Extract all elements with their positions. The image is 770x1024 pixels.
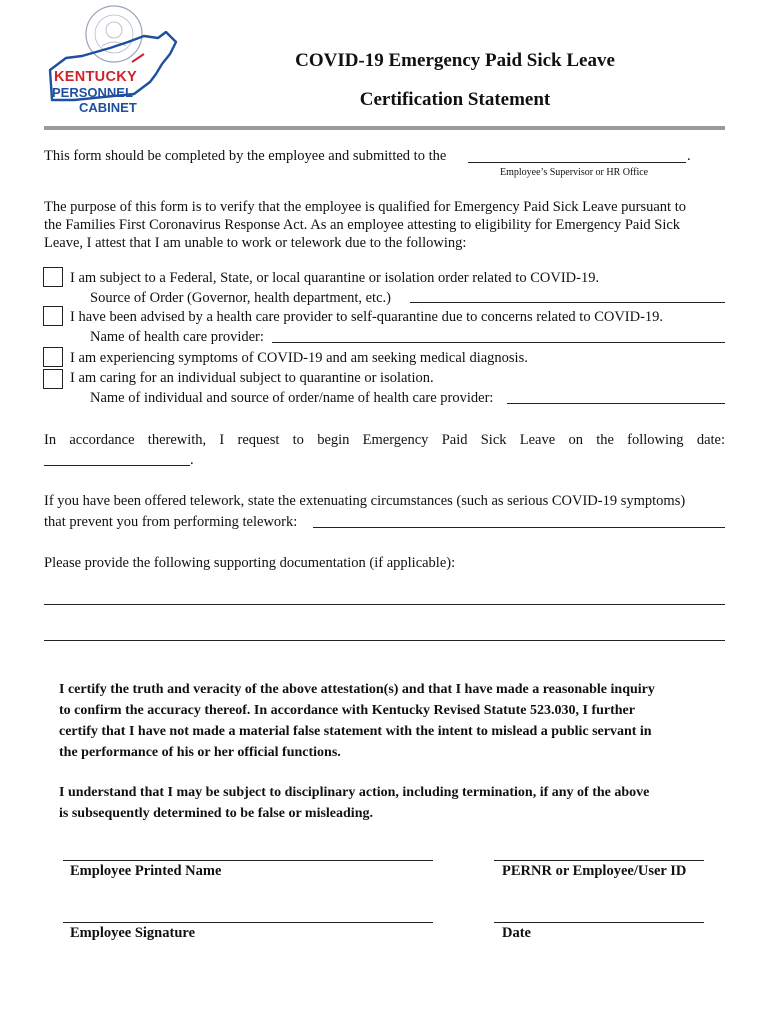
telework-line-1: If you have been offered telework, state the extenuating circumstances (such as serious COVID-19 symptoms)	[44, 493, 686, 509]
source-of-order-field[interactable]	[410, 302, 725, 303]
certify-line-4: the performance of his or her official functions.	[59, 745, 341, 760]
purpose-line-2: the Families First Coronavirus Response Act. As an employee attesting to eligibility for Emergency Paid Sick	[44, 217, 681, 233]
pernr-field[interactable]	[494, 860, 704, 861]
option-caring: I am caring for an individual subject to quarantine or isolation.	[70, 370, 434, 386]
health-provider-label: Name of health care provider:	[90, 329, 264, 345]
intro-text: This form should be completed by the employee and submitted to the	[44, 148, 447, 164]
option-health-provider: I have been advised by a health care provider to self-quarantine due to concerns related to COVID-19.	[70, 309, 664, 325]
documentation-label: Please provide the following supporting documentation (if applicable):	[44, 555, 456, 571]
health-provider-checkbox[interactable]	[43, 306, 63, 326]
supervisor-field[interactable]	[468, 162, 686, 163]
logo-kentucky-text: KENTUCKY	[54, 69, 137, 85]
individual-source-label: Name of individual and source of order/name of health care provider:	[90, 390, 494, 406]
documentation-field-2[interactable]	[44, 640, 725, 641]
certify-line-1: I certify the truth and veracity of the above attestation(s) and that I have made a reasonable inquiry	[59, 682, 655, 697]
telework-field[interactable]	[313, 527, 725, 528]
printed-name-field[interactable]	[63, 860, 433, 861]
date-field[interactable]	[494, 922, 704, 923]
health-provider-field[interactable]	[272, 342, 725, 343]
certify-line-3: certify that I have not made a material false statement with the intent to mislead a public servant in	[59, 724, 652, 739]
individual-source-field[interactable]	[507, 403, 725, 404]
logo-cabinet-text: CABINET	[79, 100, 137, 115]
signature-field[interactable]	[63, 922, 433, 923]
understand-line-2: is subsequently determined to be false or misleading.	[59, 806, 373, 821]
symptoms-checkbox[interactable]	[43, 347, 63, 367]
kentucky-personnel-cabinet-logo	[44, 2, 184, 120]
quarantine-order-checkbox[interactable]	[43, 267, 63, 287]
supervisor-caption: Employee’s Supervisor or HR Office	[500, 167, 649, 178]
intro-end: .	[687, 148, 691, 164]
request-text: In accordance therewith, I request to begin Emergency Paid Sick Leave on the following date:	[44, 432, 725, 448]
header-divider	[44, 126, 725, 130]
signature-label: Employee Signature	[70, 925, 195, 941]
certify-line-2: to confirm the accuracy thereof. In accordance with Kentucky Revised Statute 523.030, I further	[59, 703, 635, 718]
caring-checkbox[interactable]	[43, 369, 63, 389]
form-title: COVID-19 Emergency Paid Sick Leave	[295, 50, 615, 71]
source-of-order-label: Source of Order (Governor, health department, etc.)	[90, 290, 391, 306]
request-end: .	[190, 452, 194, 468]
printed-name-label: Employee Printed Name	[70, 863, 222, 879]
start-date-field[interactable]	[44, 465, 190, 466]
documentation-field-1[interactable]	[44, 604, 725, 605]
purpose-line-3: Leave, I attest that I am unable to work or telework due to the following:	[44, 235, 467, 251]
date-label: Date	[502, 925, 531, 941]
logo-personnel-text: PERSONNEL	[52, 85, 133, 100]
understand-line-1: I understand that I may be subject to disciplinary action, including termination, if any of the above	[59, 785, 650, 800]
purpose-line-1: The purpose of this form is to verify that the employee is qualified for Emergency Paid Sick Leave pursuant to	[44, 199, 686, 215]
pernr-label: PERNR or Employee/User ID	[502, 863, 687, 879]
option-quarantine-order: I am subject to a Federal, State, or local quarantine or isolation order related to COVID-19.	[70, 270, 600, 286]
option-symptoms: I am experiencing symptoms of COVID-19 and am seeking medical diagnosis.	[70, 350, 528, 366]
telework-line-2: that prevent you from performing telework:	[44, 514, 298, 530]
form-subtitle: Certification Statement	[359, 89, 551, 110]
